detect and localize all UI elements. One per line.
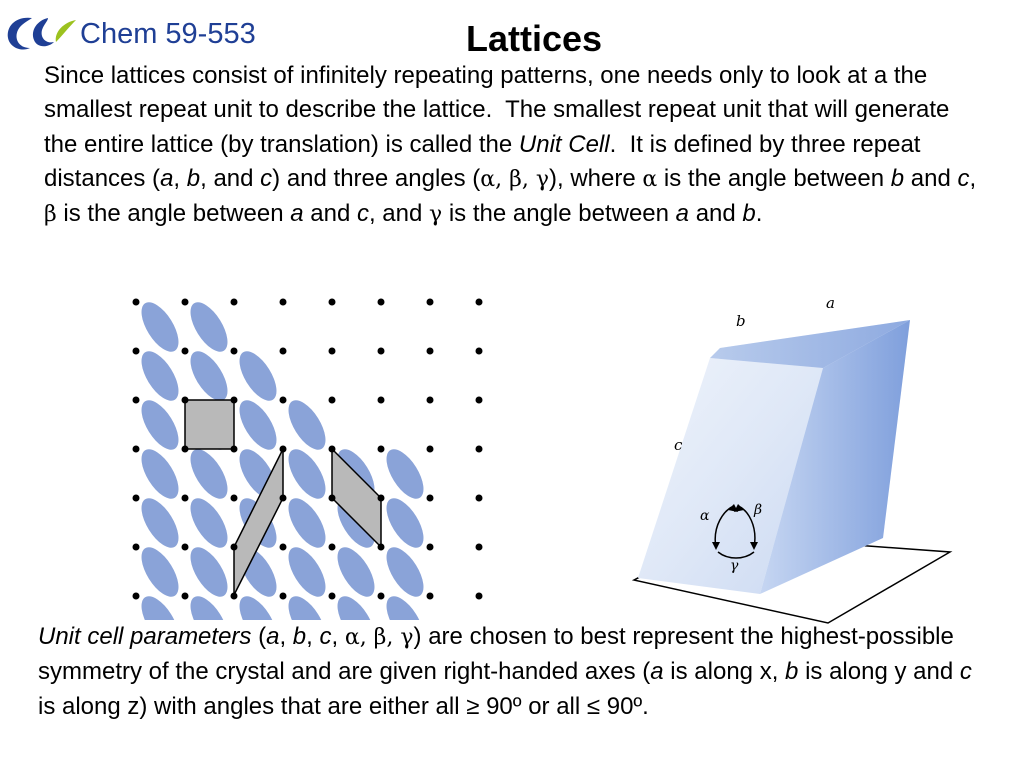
motif-ellipse [134, 296, 186, 357]
outro-segment: c [319, 623, 332, 650]
label-gamma: γ [730, 558, 739, 574]
outro-segment: , [331, 623, 345, 650]
outro-segment: α, β, γ [344, 625, 414, 650]
lattice-point [133, 544, 140, 551]
lattice-point [427, 348, 434, 355]
lattice-point [231, 397, 238, 404]
motif-ellipse [134, 394, 186, 455]
slide-title: Lattices [465, 18, 603, 59]
intro-segment: a [160, 164, 174, 192]
motif-ellipse [232, 394, 284, 455]
outro-segment: ) are chosen to best represent the highest-possible symmetry of the crystal and are given right-handed axes ( [38, 623, 961, 686]
motif-ellipse [281, 492, 333, 553]
outro-segment: c [959, 658, 972, 686]
lattice-point [427, 446, 434, 453]
motif-ellipse [379, 443, 431, 504]
lattice-point [280, 446, 287, 453]
intro-paragraph [44, 59, 984, 232]
label-a: a [826, 294, 835, 312]
motif-ellipse [281, 394, 333, 455]
lattice-point [280, 348, 287, 355]
intro-segment: b [186, 164, 201, 192]
intro-segment: and [689, 200, 743, 228]
lattice-point [476, 299, 483, 306]
lattice-point [133, 299, 140, 306]
lattice-point [329, 299, 336, 306]
outro-segment: b [785, 658, 799, 686]
lattice-point [329, 544, 336, 551]
lattice-point [231, 446, 238, 453]
lattice-point [182, 446, 189, 453]
lattice-point [182, 397, 189, 404]
outro-segment: a [650, 658, 664, 686]
lattice-point [378, 397, 385, 404]
lattice-point [133, 397, 140, 404]
lattice-point [427, 593, 434, 600]
intro-segment: a [675, 200, 690, 228]
lattice-point [231, 299, 238, 306]
outro-segment: , [279, 623, 293, 650]
lattice-point [133, 593, 140, 600]
unit-cell-parameters-paragraph [38, 620, 988, 724]
lattice-point [427, 544, 434, 551]
lattice-point [329, 348, 336, 355]
motif-ellipse [183, 590, 235, 620]
motif-ellipse [379, 541, 431, 602]
motif-ellipse [134, 590, 186, 620]
lattice-point [378, 495, 385, 502]
intro-segment: , and [200, 164, 261, 192]
intro-segment: ), where [549, 164, 643, 192]
label-b: b [736, 312, 746, 330]
motif-ellipse [232, 590, 284, 620]
lattice-point [476, 544, 483, 551]
lattice-point [280, 495, 287, 502]
intro-segment: Since lattices consist of infinitely repeating patterns, one needs only to look at a the smallest repeat unit to describe the lattice. The smallest repeat unit that will generate the entire lattice (by translation) is called the [44, 62, 957, 158]
lattice-point [427, 495, 434, 502]
lattice-point [378, 299, 385, 306]
motif-ellipse [183, 296, 235, 357]
motif-ellipse [281, 541, 333, 602]
motif-ellipse [232, 345, 284, 406]
lattice-point [476, 593, 483, 600]
intro-segment: and [303, 200, 357, 228]
lattice-point [378, 348, 385, 355]
intro-segment: , and [368, 200, 430, 228]
intro-segment: α, β, γ [480, 166, 549, 192]
lattice-point [329, 446, 336, 453]
intro-segment: b [742, 200, 756, 228]
intro-segment: γ [429, 202, 443, 228]
motif-ellipse [183, 541, 235, 602]
intro-segment: c [356, 200, 369, 228]
lattice-point [427, 397, 434, 404]
lattice-point [329, 397, 336, 404]
outro-segment: is along y and [798, 658, 960, 686]
lattice-point [476, 348, 483, 355]
lattice-point [329, 593, 336, 600]
label-c: c [674, 436, 683, 454]
motif-ellipse [281, 590, 333, 620]
2d-lattice-diagram [118, 285, 498, 620]
motif-ellipse [330, 541, 382, 602]
lattice-point [476, 397, 483, 404]
motif-ellipse [183, 492, 235, 553]
lattice-point [182, 544, 189, 551]
motif-ellipse [134, 492, 186, 553]
lattice-point [231, 495, 238, 502]
outro-segment: is along z) with angles that are either all ≥ 90º or all ≤ 90º. [38, 658, 979, 720]
course-code: Chem 59-553 [80, 18, 256, 50]
lattice-point [476, 495, 483, 502]
lattice-point [182, 495, 189, 502]
intro-segment: is the angle between [442, 200, 676, 228]
intro-segment: . It is defined by three repeat distances ( [44, 130, 928, 192]
motif-ellipse [134, 345, 186, 406]
label-alpha: α [700, 508, 710, 524]
lattice-point [280, 593, 287, 600]
lattice-point [476, 446, 483, 453]
outro-segment: is along x, [663, 658, 786, 686]
motif-ellipse [183, 345, 235, 406]
lattice-point [280, 544, 287, 551]
lattice-point [427, 299, 434, 306]
intro-segment: ) and three angles ( [272, 164, 481, 192]
lattice-point [329, 495, 336, 502]
lattice-point [133, 495, 140, 502]
outro-segment: a [266, 623, 280, 650]
intro-segment: β [44, 202, 57, 228]
lattice-point [231, 348, 238, 355]
motif-ellipse [183, 443, 235, 504]
square-unit-cell [185, 400, 234, 449]
intro-segment: , [173, 164, 187, 192]
lattice-point [182, 299, 189, 306]
outro-segment: , [306, 623, 320, 650]
motif-ellipse [379, 492, 431, 553]
outro-segment: Unit cell parameters [38, 623, 252, 650]
lattice-point [280, 299, 287, 306]
intro-segment: is the angle between [657, 164, 891, 192]
motif-ellipse [281, 443, 333, 504]
intro-segment: and [904, 164, 958, 192]
lattice-point [133, 348, 140, 355]
intro-segment: b [890, 164, 905, 192]
lattice-point [182, 348, 189, 355]
lattice-point [378, 593, 385, 600]
lattice-point [231, 593, 238, 600]
motif-ellipse [134, 443, 186, 504]
lattice-point [133, 446, 140, 453]
intro-segment: α [642, 166, 658, 192]
intro-segment: , [969, 164, 983, 192]
intro-segment: a [290, 200, 304, 228]
lattice-point [231, 544, 238, 551]
intro-segment: c [260, 164, 273, 192]
3d-unit-cell-diagram [628, 290, 973, 625]
lattice-point [378, 446, 385, 453]
lattice-point [182, 593, 189, 600]
motif-ellipse [330, 590, 382, 620]
lattice-point [280, 397, 287, 404]
outro-segment: b [292, 623, 307, 650]
label-beta: β [754, 502, 763, 518]
intro-segment: is the angle between [56, 200, 291, 228]
motif-ellipse [134, 541, 186, 602]
outro-segment: ( [251, 623, 267, 650]
intro-segment: . [755, 200, 763, 228]
motif-ellipse [379, 590, 431, 620]
lattice-point [378, 544, 385, 551]
intro-segment: c [957, 164, 970, 192]
intro-segment: Unit Cell [518, 130, 610, 158]
